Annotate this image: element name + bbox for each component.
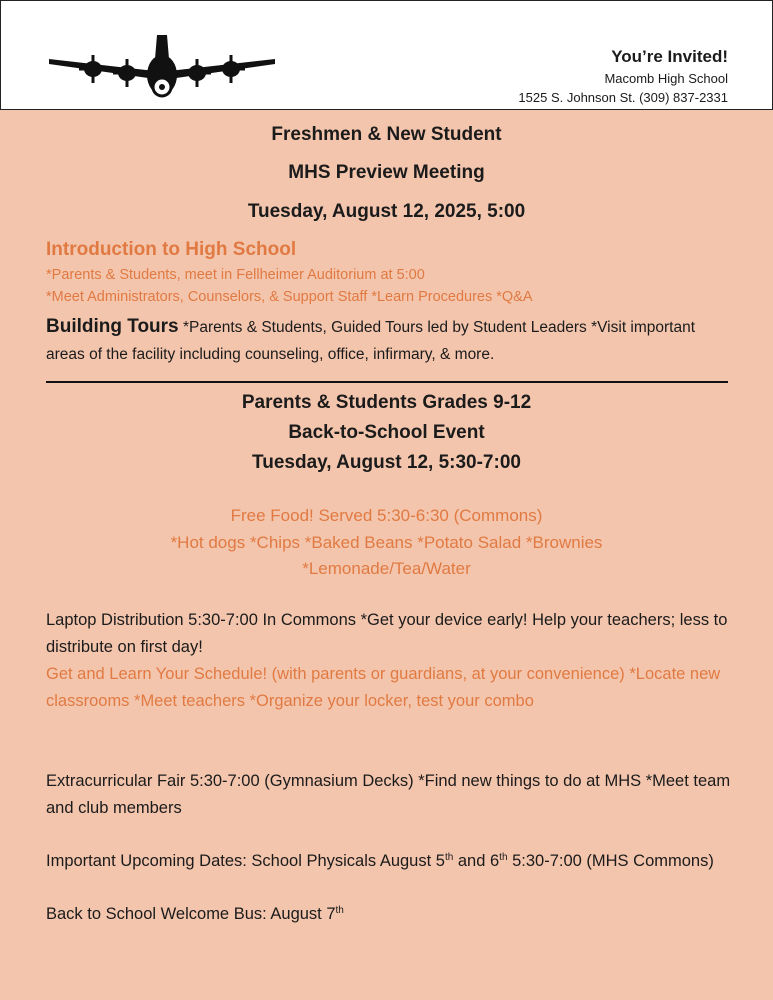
dates-sup-2: th xyxy=(499,852,508,863)
food-line-1: Free Food! Served 5:30-6:30 (Commons) xyxy=(230,506,543,525)
schedule-info: Get and Learn Your Schedule! (with parents or guardians, at your convenience) *Locate new classrooms *Meet teachers *Organize your locker, test your combo xyxy=(46,665,721,710)
dates-text-a: Important Upcoming Dates: School Physicals August 5 xyxy=(46,852,445,870)
propeller-plane-icon xyxy=(45,31,279,105)
intro-section xyxy=(46,236,736,308)
extracurricular-fair: Extracurricular Fair 5:30-7:00 (Gymnasium Decks) *Find new things to do at MHS *Meet team and club members xyxy=(46,772,731,817)
event-date: Tuesday, August 12, 5:30-7:00 xyxy=(252,452,521,473)
preview-title-2: MHS Preview Meeting xyxy=(288,162,485,183)
school-name: Macomb High School xyxy=(604,71,728,86)
welcome-bus xyxy=(46,901,736,928)
school-address: 1525 S. Johnson St. (309) 837-2331 xyxy=(518,90,728,105)
event-title-1: Parents & Students Grades 9-12 xyxy=(241,392,532,413)
intro-line-2: *Meet Administrators, Counselors, & Support Staff *Learn Procedures *Q&A xyxy=(46,289,533,305)
invitation-block xyxy=(518,47,728,105)
food-section xyxy=(0,503,773,583)
invitation-header xyxy=(0,0,773,110)
dates-sup-1: th xyxy=(444,852,454,863)
intro-line-1: *Parents & Students, meet in Fellheimer Auditorium at 5:00 xyxy=(46,267,425,283)
intro-heading: Introduction to High School xyxy=(46,239,297,260)
tours-section xyxy=(46,314,736,368)
tours-heading: Building Tours xyxy=(46,316,179,337)
upcoming-dates xyxy=(46,848,736,875)
food-line-2: *Hot dogs *Chips *Baked Beans *Potato Salad *Brownies xyxy=(170,532,603,552)
tours-text: *Parents & Students, Guided Tours led by Student Leaders *Visit important areas of the facility including counseling, office, infirmary, & more. xyxy=(46,319,696,363)
bus-sup: th xyxy=(335,905,344,916)
invite-title: You’re Invited! xyxy=(611,47,728,66)
section-divider xyxy=(46,381,728,383)
laptop-distribution: Laptop Distribution 5:30-7:00 In Commons *Get your device early! Help your teachers; less to distribute on first day! xyxy=(46,611,728,656)
dates-text-b: and 6 xyxy=(453,852,500,870)
event-title-2: Back-to-School Event xyxy=(288,422,485,443)
food-line-3: *Lemonade/Tea/Water xyxy=(302,559,471,578)
preview-date: Tuesday, August 12, 2025, 5:00 xyxy=(247,201,526,222)
preview-title-1: Freshmen & New Student xyxy=(271,124,502,145)
dates-text-c: 5:30-7:00 (MHS Commons) xyxy=(507,852,714,870)
bus-text: Back to School Welcome Bus: August 7 xyxy=(46,905,336,923)
